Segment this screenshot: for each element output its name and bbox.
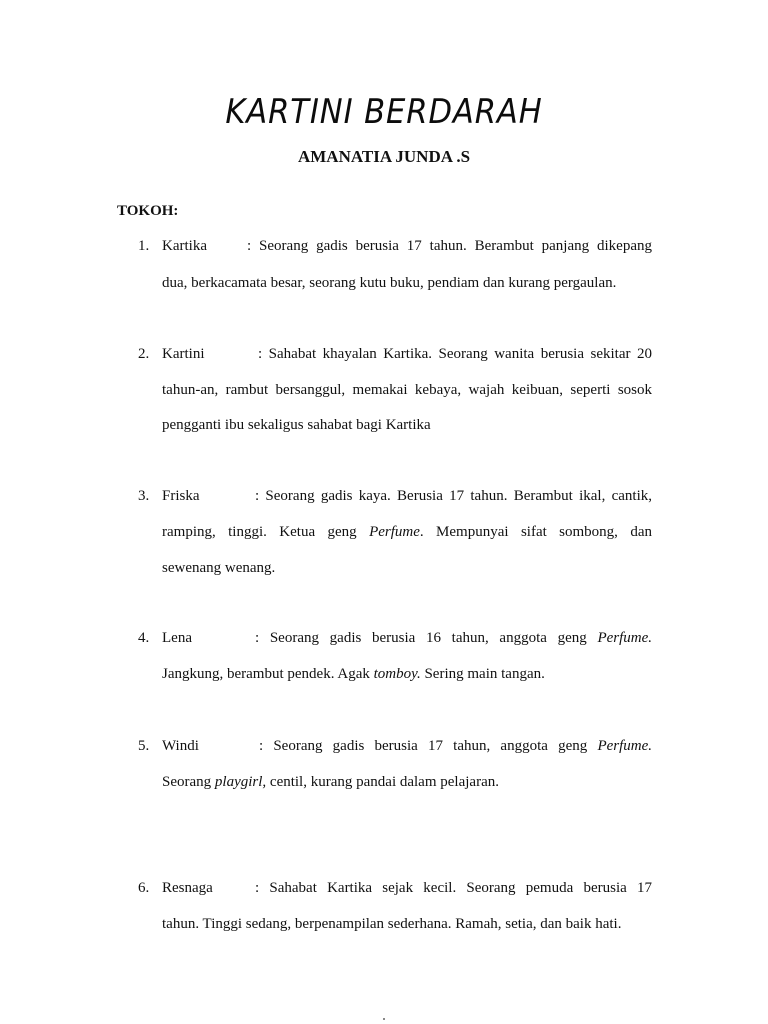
text-fragment: centil, kurang pandai dalam pelajaran. xyxy=(269,774,499,790)
character-description: : Sahabat khayalan Kartika. Seorang wanita berusia sekitar 20 xyxy=(258,346,652,362)
item-number: 3. xyxy=(138,488,150,504)
text-fragment: . Mempunyai sifat sombong, dan xyxy=(419,524,652,540)
item-number: 2. xyxy=(138,346,150,362)
character-name: Kartini xyxy=(162,346,205,362)
item-line xyxy=(162,346,652,363)
emphasis-text: Perfume. xyxy=(597,738,653,754)
text-fragment: Sering main tangan. xyxy=(424,666,545,682)
text-fragment: ramping, tinggi. Ketua geng xyxy=(162,524,357,540)
item-number: 6. xyxy=(138,880,150,896)
emphasis-text: playgirl, xyxy=(214,774,267,790)
character-description: : Seorang gadis kaya. Berusia 17 tahun. Berambut ikal, cantik, xyxy=(255,488,652,504)
item-line xyxy=(162,666,652,683)
character-description: : Sahabat Kartika sejak kecil. Seorang pemuda berusia 17 xyxy=(255,880,652,896)
item-line: pengganti ibu sekaligus sahabat bagi Kartika xyxy=(162,417,431,433)
emphasis-text: Perfume xyxy=(369,524,420,540)
item-line xyxy=(162,880,652,897)
character-description xyxy=(255,630,652,647)
item-line xyxy=(162,488,652,505)
character-description: : Seorang gadis berusia 17 tahun. Berambut panjang dikepang xyxy=(247,238,652,254)
item-line: sewenang wenang. xyxy=(162,560,276,576)
item-line: tahun. Tinggi sedang, berpenampilan sederhana. Ramah, setia, dan baik hati. xyxy=(162,916,622,932)
item-line xyxy=(162,738,652,755)
item-number: 5. xyxy=(138,738,150,754)
emphasis-text: tomboy. xyxy=(373,666,421,682)
emphasis-text: Perfume. xyxy=(597,630,653,646)
item-line xyxy=(162,238,652,255)
text-fragment: Jangkung, berambut pendek. Agak xyxy=(162,666,370,682)
section-heading: TOKOH: xyxy=(117,203,179,219)
text-fragment: : Seorang gadis berusia 16 tahun, anggota geng xyxy=(255,630,587,646)
character-name: Lena xyxy=(162,630,192,646)
item-line: tahun-an, rambut bersanggul, memakai kebaya, wajah keibuan, seperti sosok xyxy=(162,382,652,398)
document-title: KARTINI BERDARAH xyxy=(225,92,543,132)
author-name: AMANATIA JUNDA .S xyxy=(297,147,471,166)
character-name: Resnaga xyxy=(162,880,213,896)
text-fragment: : Seorang gadis berusia 17 tahun, anggota geng xyxy=(259,738,588,754)
text-fragment: Seorang xyxy=(162,774,212,790)
page-mark xyxy=(383,1018,385,1020)
character-name: Friska xyxy=(162,488,200,504)
character-name: Kartika xyxy=(162,238,207,254)
item-line xyxy=(162,524,652,541)
character-description xyxy=(259,738,652,755)
character-name: Windi xyxy=(162,738,199,754)
item-number: 4. xyxy=(138,630,150,646)
item-line xyxy=(162,630,652,647)
item-number: 1. xyxy=(138,238,150,254)
item-line: dua, berkacamata besar, seorang kutu buku, pendiam dan kurang pergaulan. xyxy=(162,275,617,291)
item-line xyxy=(162,774,652,791)
